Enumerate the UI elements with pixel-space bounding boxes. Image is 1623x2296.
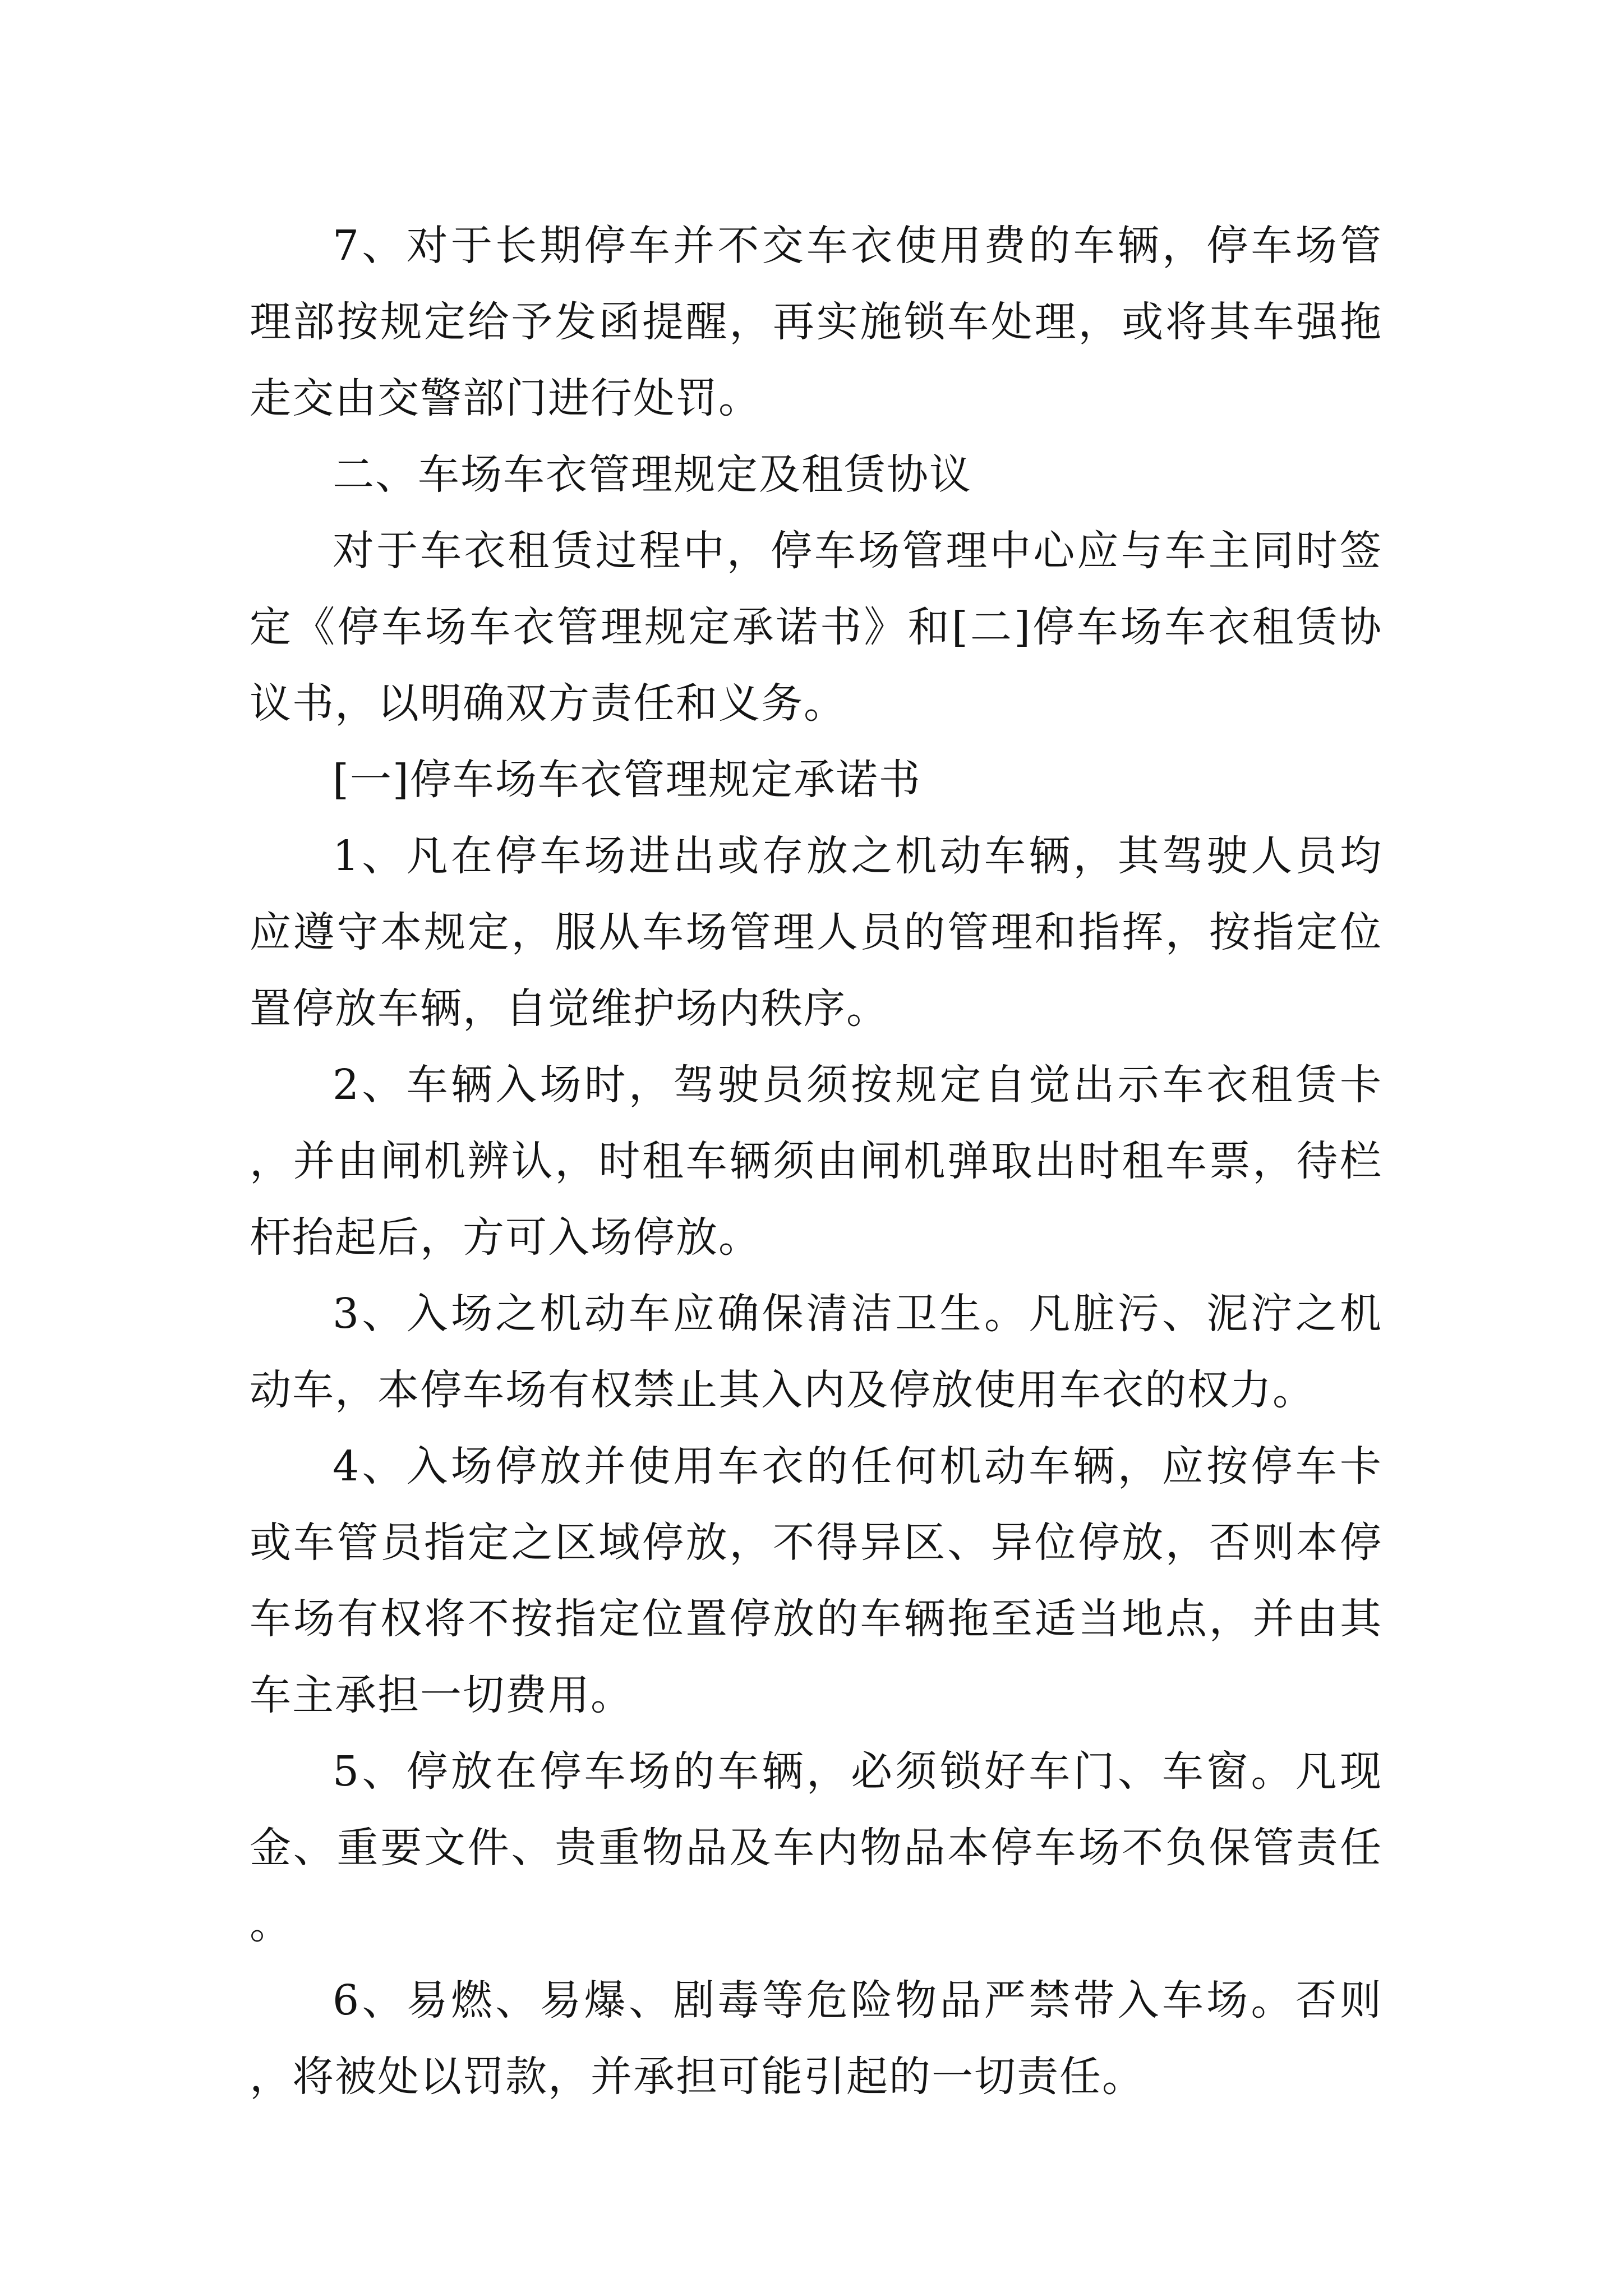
paragraph-item-1: 1、凡在停车场进出或存放之机动车辆，其驾驶人员均应遵守本规定，服从车场管理人员的管理和指挥，按指定位置停放车辆，自觉维护场内秩序。 [250, 832, 1382, 1033]
paragraph-item-5: 5、停放在停车场的车辆，必须锁好车门、车窗。凡现金、重要文件、贵重物品及车内物品本停车场不负保管责任。 [250, 1747, 1382, 1948]
document-body [250, 208, 1382, 2115]
subsection-heading-commitment: [一]停车场车衣管理规定承诺书 [333, 756, 921, 804]
section-heading-lease-agreement: 二、车场车衣管理规定及租赁协议 [333, 450, 972, 499]
paragraph-item-6: 6、易燃、易爆、剧毒等危险物品严禁带入车场。否则，将被处以罚款，并承担可能引起的一切责任。 [250, 1976, 1382, 2101]
paragraph-item-4: 4、入场停放并使用车衣的任何机动车辆，应按停车卡或车管员指定之区域停放，不得异区、异位停放，否则本停车场有权将不按指定位置停放的车辆拖至适当地点，并由其车主承担一切费用。 [250, 1442, 1382, 1719]
paragraph-item-2: 2、车辆入场时，驾驶员须按规定自觉出示车衣租赁卡，并由闸机辨认，时租车辆须由闸机弹取出时租车票，待栏杆抬起后，方可入场停放。 [250, 1061, 1382, 1262]
paragraph-item-3: 3、入场之机动车应确保清洁卫生。凡脏污、泥泞之机动车，本停车场有权禁止其入内及停放使用车衣的权力。 [250, 1290, 1382, 1414]
paragraph-item-7: 7、对于长期停车并不交车衣使用费的车辆，停车场管理部按规定给予发函提醒，再实施锁车处理，或将其车强拖走交由交警部门进行处罚。 [250, 222, 1382, 422]
paragraph-lease-intro: 对于车衣租赁过程中，停车场管理中心应与车主同时签定《停车场车衣管理规定承诺书》和[二]停车场车衣租赁协议书，以明确双方责任和义务。 [250, 527, 1382, 728]
